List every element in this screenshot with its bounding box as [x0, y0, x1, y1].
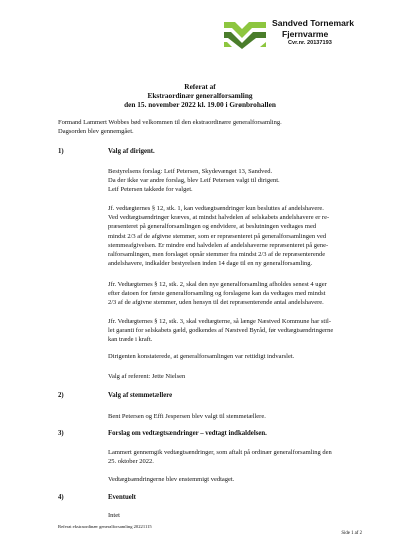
section-2-title: Valg af stemmetællere [108, 392, 173, 399]
footer-page-number: Side 1 af 2 [341, 531, 362, 536]
document-title [0, 82, 400, 110]
paragraph-line: Vedtægtsændringerne blev enstemmigt vedtaget. [108, 476, 235, 483]
section-1-paragraph-4 [108, 317, 333, 345]
paragraph-line: Intet [108, 512, 120, 519]
paragraph-line: præsenteret på generalforsamlingen og endvidere, at beslutningen vedtages med [108, 223, 317, 231]
paragraph-line: ralforsamlingen, men forslaget opnår stemmer fra mindst 2/3 af de repræsenterende [108, 251, 326, 259]
paragraph-line: 25. oktober 2022. [108, 458, 154, 466]
paragraph-line: stemmeafgivelsen. Er mindre end halvdelen af andelshaverne repræsenteret på gene- [108, 241, 329, 249]
logo-text [272, 18, 354, 47]
section-2-paragraph-1 [108, 412, 266, 421]
paragraph-line: Jfr. Vedtægternes § 12, stk. 2, skal den nye generalforsamling afholdes senest 4 uger [108, 281, 327, 288]
paragraph-line: Lammert gennemgik vedtægtsændringer, som aftalt på ordinær generalforsamling den [108, 449, 332, 456]
paragraph-line: efter datoen for første generalforsamling og forslagene kan da vedtages med mindst [108, 290, 326, 298]
section-4-paragraph-1 [108, 511, 120, 520]
company-cvr: Cvr.nr. 20137193 [288, 40, 332, 46]
title-line-1: Referat af [184, 82, 216, 91]
intro-line: Formand Lammert Wobbes bød velkommen til den ekstraordinære generalforsamling. [58, 119, 282, 126]
section-3-paragraph-1 [108, 448, 332, 466]
paragraph-line: Bestyrelsens forslag: Leif Petersen, Skydevænget 13, Sandved. [108, 168, 273, 175]
sandved-tornemark-logo-icon [222, 18, 268, 50]
section-3-paragraph-2 [108, 475, 234, 484]
section-1-paragraph-2 [108, 204, 329, 268]
paragraph-line: let garanti for selskabets gæld, godkendes af Næstved Byråd, før vedtægtsændringerne [108, 327, 334, 335]
title-line-3: den 15. november 2022 kl. 19.00 i Grønbrohallen [124, 100, 276, 110]
section-1-paragraph-1 [108, 167, 280, 195]
footer-document-name: Referat ekstraordinær generalforsamling 20221115 [58, 524, 152, 529]
paragraph-line: mindst 2/3 af de afgivne stemmer, som er repræsenteret på generalforsamlingen ved [108, 232, 327, 240]
section-1-paragraph-6 [108, 372, 185, 381]
paragraph-line: 2/3 af de afgivne stemmer, uden hensyn til det repræsenterende antal andelshavere. [108, 299, 324, 307]
company-name: Sandved Tornemark [272, 18, 354, 28]
paragraph-line: Valg af referent: Jette Nielsen [108, 373, 186, 380]
section-1-title: Valg af dirigent. [108, 148, 155, 155]
section-1-paragraph-3 [108, 280, 327, 308]
paragraph-line: Jfr. Vedtægternes § 12, stk. 3, skal vedtægterne, så længe Næstved Kommune har stil- [108, 318, 332, 325]
paragraph-line: kan træde i kraft. [108, 336, 153, 344]
section-3-title: Forslag om vedtægtsændringer – vedtagt indkaldelsen. [108, 430, 267, 437]
section-1-number: 1) [58, 148, 64, 155]
paragraph-line: Da der ikke var andre forslag, blev Leif Petersen valgt til dirigent. [108, 177, 280, 185]
paragraph-line: Dirigenten konstaterede, at generalforsamlingen var rettidigt indvarslet. [108, 353, 295, 360]
paragraph-line: Ved vedtægtsændringer kræves, at mindst halvdelen af selskabets andelshavere er re- [108, 214, 330, 222]
section-1-paragraph-5 [108, 352, 294, 361]
paragraph-line: Bent Petersen og Effi Jespersen blev valgt til stemmetællere. [108, 413, 266, 420]
company-subname: Fjernvarme [282, 28, 329, 39]
paragraph-line: Leif Petersen takkede for valget. [108, 186, 193, 194]
section-2-number: 2) [58, 392, 64, 399]
title-line-2: Ekstraordinær generalforsamling [147, 91, 253, 101]
paragraph-line: andelshavere, indkalder bestyrelsen inden 14 dage til en ny generalforsamling. [108, 260, 313, 268]
section-4-title: Eventuelt [108, 494, 136, 501]
section-4-number: 4) [58, 494, 64, 501]
intro-line: Dagsorden blev gennemgået. [58, 128, 134, 136]
section-3-number: 3) [58, 430, 64, 437]
intro-paragraph [58, 118, 282, 136]
paragraph-line: Jf. vedtægternes § 12, stk. 1, kan vedtægtsændringer kun besluttes af andelshavere. [108, 205, 324, 212]
